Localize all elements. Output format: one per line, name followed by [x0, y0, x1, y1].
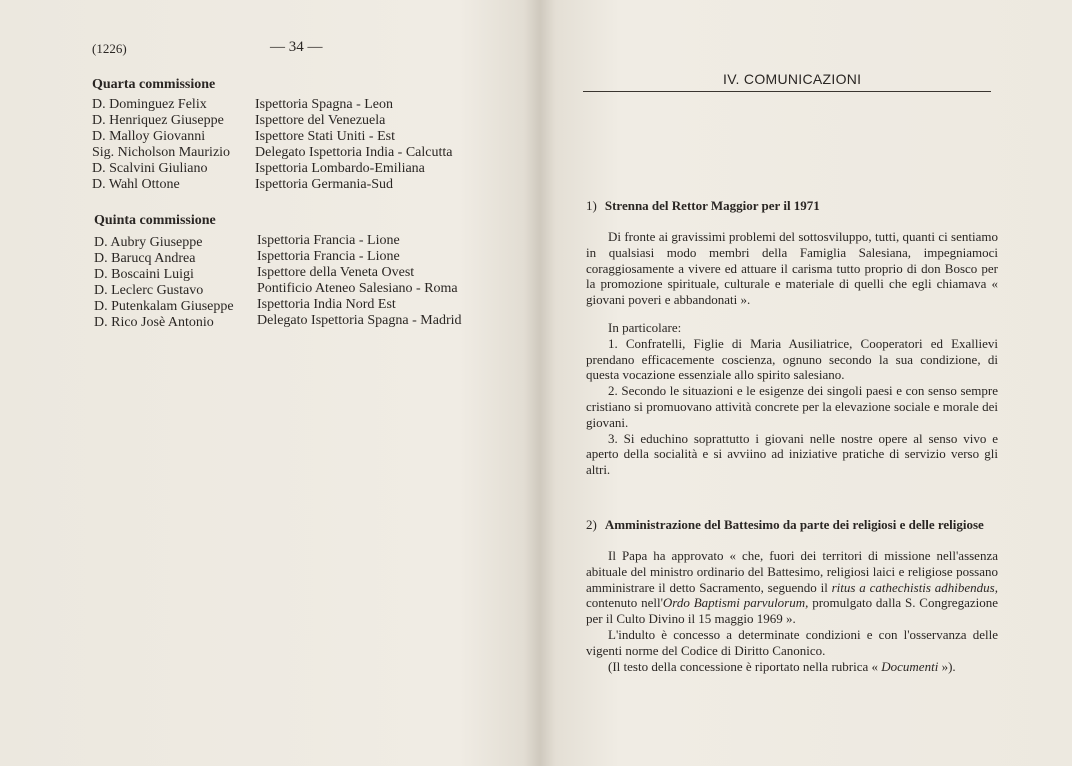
item2-para1-c: promulgato dalla S. Congregazione per il Culto Divino il 15 maggio 1969 ». [586, 595, 998, 627]
fifth-commission-roles [257, 233, 462, 329]
member-name: Sig. Nicholson Maurizio [92, 145, 231, 160]
member-name: D. Leclerc Gustavo [94, 283, 204, 298]
member-name: D. Aubry Giuseppe [94, 235, 203, 250]
item1-intro-text: Di fronte ai gravissimi problemi del sottosviluppo, tutti, quanti ci sentiamo in qualsiasi modo membri della Famiglia Salesiana, impegniamoci coraggiosamente a vivere ed attuare il carisma tutto proprio di don Bosco per la promozione spirituale, culturale e materiale di quelli che egli chiamava « giovani poveri e abbandonati ». [586, 229, 998, 308]
item2-title [586, 517, 984, 533]
section-heading: IV. COMUNICAZIONI [723, 71, 862, 87]
point-2: 2. Secondo le situazioni e le esigenze dei singoli paesi e con senso sempre cristiano si promuovano attività concrete per la elevazione sociale e morale dei giovani. [586, 383, 998, 430]
item1-number: 1) [586, 198, 597, 213]
item2-para1-b: contenuto nell' [586, 595, 663, 611]
member-name: D. Scalvini Giuliano [92, 161, 208, 176]
item1-title-text: Strenna del Rettor Maggior per il 1971 [604, 198, 820, 213]
member-name: D. Wahl Ottone [92, 177, 180, 192]
item2-para3-a: (Il testo della concessione è riportato nella rubrica « [608, 658, 882, 674]
page-number: — 34 — [270, 39, 323, 55]
fifth-commission-title: Quinta commissione [94, 213, 216, 228]
fifth-commission-names [94, 235, 234, 331]
item2-para1-italic1: ritus a cathechistis adhibendus, [831, 579, 998, 595]
member-role: Ispettoria Francia - Lione [257, 233, 400, 248]
member-name: D. Henriquez Giuseppe [92, 113, 224, 128]
running-head: (1226) [92, 41, 127, 56]
item1-points [586, 320, 998, 478]
member-name: D. Barucq Andrea [94, 251, 196, 266]
member-role: Ispettore del Venezuela [255, 113, 386, 128]
member-role: Ispettoria Lombardo-Emiliana [255, 161, 425, 176]
item2-para3-italic: Documenti [881, 658, 939, 674]
member-name: D. Rico Josè Antonio [94, 315, 214, 330]
member-name: D. Malloy Giovanni [92, 129, 206, 144]
item2-para3 [586, 659, 998, 675]
member-role: Pontificio Ateneo Salesiano - Roma [257, 281, 458, 296]
item2-para1 [586, 548, 998, 627]
item2-para2: L'indulto è concesso a determinate condizioni e con l'osservanza delle vigenti norme del Codice di Diritto Canonico. [586, 626, 998, 658]
member-role: Ispettore della Veneta Ovest [257, 265, 415, 280]
fourth-commission-title: Quarta commissione [92, 77, 216, 92]
member-role: Delegato Ispettoria India - Calcutta [255, 145, 453, 160]
point-1: 1. Confratelli, Figlie di Maria Ausiliatrice, Cooperatori ed Exallievi prendano efficacemente coscienza, ognuno secondo la sua condizione, di questa vocazione essenziale allo spirito salesiano. [586, 335, 998, 383]
item1-title [586, 198, 820, 214]
item2-para1-italic2: Ordo Baptismi parvulorum, [662, 595, 809, 611]
item2-para3-b: »). [938, 658, 956, 674]
member-name: D. Boscaini Luigi [94, 267, 194, 282]
item1-intro [586, 229, 998, 308]
item2-para1-a: Il Papa ha approvato « che, fuori dei territori di missione nell'assenza abituale del ministro ordinario del Battesimo, religiosi laici e religiose possano amministrare il detto Sacramento, seguendo il [586, 548, 998, 595]
item2-title-text: Amministrazione del Battesimo da parte dei religiosi e delle religiose [604, 517, 984, 532]
heading-rule [583, 91, 991, 92]
member-role: Ispettoria Francia - Lione [257, 249, 400, 264]
member-name: D. Dominguez Felix [92, 97, 207, 112]
item2-body [586, 548, 998, 674]
item2-number: 2) [586, 517, 597, 532]
member-name: D. Putenkalam Giuseppe [94, 299, 234, 314]
member-role: Ispettoria India Nord Est [257, 297, 396, 312]
member-role: Ispettore Stati Uniti - Est [255, 129, 395, 144]
point-3: 3. Si educhino soprattutto i giovani nelle nostre opere al senso vivo e aperto della socialità e si avviino ad iniziative pratiche di servizio verso gli altri. [586, 430, 998, 478]
in-particolare: In particolare: [608, 320, 682, 335]
member-role: Ispettoria Spagna - Leon [255, 97, 394, 112]
fourth-commission-roles [255, 97, 452, 193]
member-role: Ispettoria Germania-Sud [255, 177, 394, 192]
fourth-commission-names [92, 97, 230, 193]
member-role: Delegato Ispettoria Spagna - Madrid [257, 313, 462, 328]
